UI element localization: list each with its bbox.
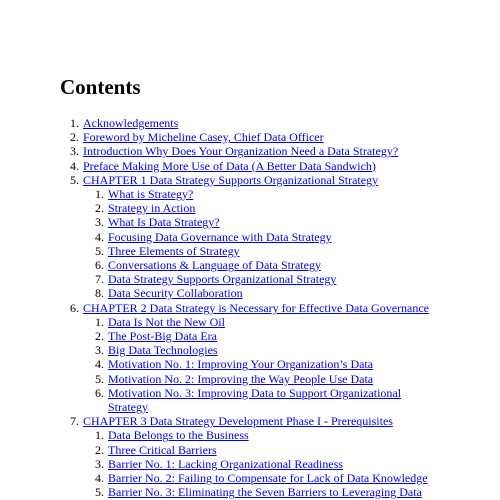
toc-item <box>60 414 480 499</box>
toc-number: 2. <box>95 201 104 216</box>
toc-number: 6. <box>70 300 79 315</box>
toc-number: 1. <box>95 314 104 329</box>
toc-link-chapter-1[interactable]: CHAPTER 1 Data Strategy Supports Organizational Strategy <box>83 172 379 187</box>
toc-number: 2. <box>70 130 79 145</box>
toc-link-preface[interactable]: Preface Making More Use of Data (A Better Data Sandwich) <box>83 158 376 173</box>
toc-subitem <box>83 428 480 442</box>
toc-number: 2. <box>95 329 104 344</box>
toc-link[interactable]: Conversations & Language of Data Strategy <box>108 258 321 273</box>
toc-subitem <box>83 230 480 244</box>
toc-link[interactable]: Motivation No. 3: Improving Data to Support Organizational Strategy <box>108 385 402 415</box>
toc-link-chapter-2[interactable]: CHAPTER 2 Data Strategy is Necessary for Effective Data Governance <box>83 300 429 315</box>
toc-link[interactable]: Data Is Not the New Oil <box>108 314 225 329</box>
toc-number: 4. <box>95 229 104 244</box>
toc-item <box>60 301 480 415</box>
toc-subitem <box>83 272 480 286</box>
toc-link[interactable]: The Post-Big Data Era <box>108 329 217 344</box>
toc-subitem <box>83 471 480 485</box>
toc-link-chapter-3[interactable]: CHAPTER 3 Data Strategy Development Phase I - Prerequisites <box>83 414 393 429</box>
toc-item <box>60 130 480 144</box>
toc-number: 8. <box>95 286 104 301</box>
toc-subitem <box>83 357 480 371</box>
toc-number: 3. <box>70 144 79 159</box>
toc-item <box>60 116 480 130</box>
toc-subitem <box>83 215 480 229</box>
toc-subitem <box>83 443 480 457</box>
chapter-3-sections <box>83 428 480 499</box>
toc-link-acknowledgements[interactable]: Acknowledgements <box>83 116 179 130</box>
toc-subitem <box>83 315 480 329</box>
toc-number: 3. <box>95 456 104 471</box>
toc-subitem <box>83 329 480 343</box>
toc-number: 5. <box>95 485 104 500</box>
toc-subitem <box>83 343 480 357</box>
toc-link[interactable]: Data Belongs to the Business <box>108 428 249 443</box>
toc-number: 6. <box>95 258 104 273</box>
toc-link[interactable]: Data Strategy Supports Organizational Strategy <box>108 272 337 287</box>
toc-link[interactable]: Strategy in Action <box>108 201 196 216</box>
toc-link[interactable]: What is Strategy? <box>108 187 194 202</box>
toc-link[interactable]: Three Elements of Strategy <box>108 243 240 258</box>
toc-link[interactable]: Data Security Collaboration <box>108 286 243 301</box>
toc-number: 5. <box>70 172 79 187</box>
toc-number: 7. <box>70 414 79 429</box>
toc-number: 5. <box>95 371 104 386</box>
toc-subitem <box>83 258 480 272</box>
toc-number: 1. <box>95 187 104 202</box>
toc-link[interactable]: Three Critical Barriers <box>108 442 217 457</box>
toc-number: 6. <box>95 385 104 400</box>
toc-number: 7. <box>95 272 104 287</box>
toc-subitem <box>83 386 480 414</box>
toc-link[interactable]: Barrier No. 3: Eliminating the Seven Barriers to Leveraging Data <box>108 485 422 500</box>
toc-link[interactable]: Motivation No. 1: Improving Your Organization’s Data <box>108 357 374 372</box>
toc-link[interactable]: Focusing Data Governance with Data Strategy <box>108 229 332 244</box>
toc-number: 1. <box>70 116 79 130</box>
toc-subitem <box>83 244 480 258</box>
toc-subitem <box>83 187 480 201</box>
toc-item <box>60 159 480 173</box>
toc-number: 4. <box>70 158 79 173</box>
toc-subitem <box>83 372 480 386</box>
toc-item <box>60 144 480 158</box>
toc-number: 2. <box>95 442 104 457</box>
chapter-2-sections <box>83 315 480 414</box>
toc-link[interactable]: Barrier No. 1: Lacking Organizational Readiness <box>108 456 344 471</box>
toc-link[interactable]: Big Data Technologies <box>108 343 218 358</box>
table-of-contents <box>60 116 480 499</box>
toc-number: 5. <box>95 243 104 258</box>
toc-number: 4. <box>95 471 104 486</box>
toc-link[interactable]: Barrier No. 2: Failing to Compensate for Lack of Data Knowledge <box>108 471 428 486</box>
chapter-1-sections <box>83 187 480 301</box>
toc-number: 3. <box>95 215 104 230</box>
toc-link[interactable]: Motivation No. 2: Improving the Way People Use Data <box>108 371 374 386</box>
toc-link-introduction[interactable]: Introduction Why Does Your Organization Need a Data Strategy? <box>83 144 399 159</box>
toc-subitem <box>83 485 480 499</box>
toc-number: 4. <box>95 357 104 372</box>
toc-subitem <box>83 457 480 471</box>
toc-number: 1. <box>95 428 104 443</box>
toc-item <box>60 173 480 301</box>
toc-number: 3. <box>95 343 104 358</box>
toc-subitem <box>83 201 480 215</box>
toc-link-foreword[interactable]: Foreword by Micheline Casey, Chief Data Officer <box>83 130 324 145</box>
toc-subitem <box>83 286 480 300</box>
page-title: Contents <box>60 75 141 99</box>
toc-link[interactable]: What Is Data Strategy? <box>108 215 220 230</box>
